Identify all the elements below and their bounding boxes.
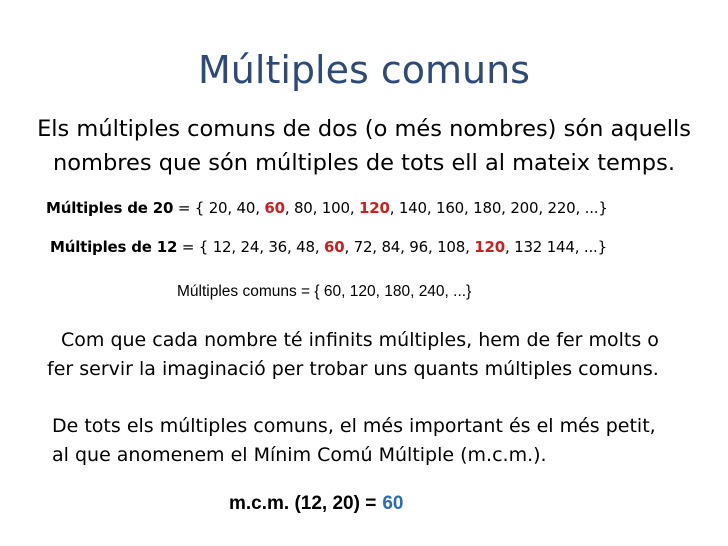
multiples-12-text: = { 12, 24, 36, 48, xyxy=(177,238,324,256)
intro-text xyxy=(0,112,728,180)
common-multiples: Múltiples comuns = { 60, 120, 180, 240, ...} xyxy=(177,283,472,300)
multiples-of-12 xyxy=(50,238,607,256)
multiples-12-highlight: 120 xyxy=(474,238,505,256)
mcm-result xyxy=(229,493,403,515)
multiples-20-text: , 80, 100, xyxy=(284,199,359,217)
multiples-20-highlight: 60 xyxy=(264,199,285,217)
multiples-12-text: , 72, 84, 96, 108, xyxy=(344,238,475,256)
multiples-of-20 xyxy=(46,199,608,217)
paragraph-infinite-multiples xyxy=(47,326,659,384)
intro-line-1: Els múltiples comuns de dos (o més nombres) són aquells xyxy=(37,116,691,142)
intro-line-2: nombres que són múltiples de tots ell al mateix temps. xyxy=(53,150,675,176)
mcm-value: 60 xyxy=(382,493,404,514)
paragraph-mcm-definition xyxy=(52,412,656,470)
multiples-20-label: Múltiples de 20 xyxy=(46,199,174,217)
multiples-12-text: , 132 144, ...} xyxy=(504,238,607,256)
multiples-12-label: Múltiples de 12 xyxy=(50,238,178,256)
paragraph-2-line-2: al que anomenem el Mínim Comú Múltiple (m.c.m.). xyxy=(52,444,547,466)
paragraph-1-line-1: Com que cada nombre té infinits múltiples, hem de fer molts o xyxy=(61,329,659,351)
multiples-20-highlight: 120 xyxy=(358,199,390,217)
multiples-20-text: = { 20, 40, xyxy=(173,199,265,217)
paragraph-1-line-2: fer servir la imaginació per trobar uns quants múltiples comuns. xyxy=(47,358,659,380)
multiples-20-text: , 140, 160, 180, 200, 220, ...} xyxy=(389,199,608,217)
page-title: Múltiples comuns xyxy=(198,48,530,92)
mcm-label: m.c.m. (12, 20) = xyxy=(229,493,377,514)
multiples-12-highlight: 60 xyxy=(324,238,345,256)
paragraph-2-line-1: De tots els múltiples comuns, el més important és el més petit, xyxy=(52,415,656,437)
